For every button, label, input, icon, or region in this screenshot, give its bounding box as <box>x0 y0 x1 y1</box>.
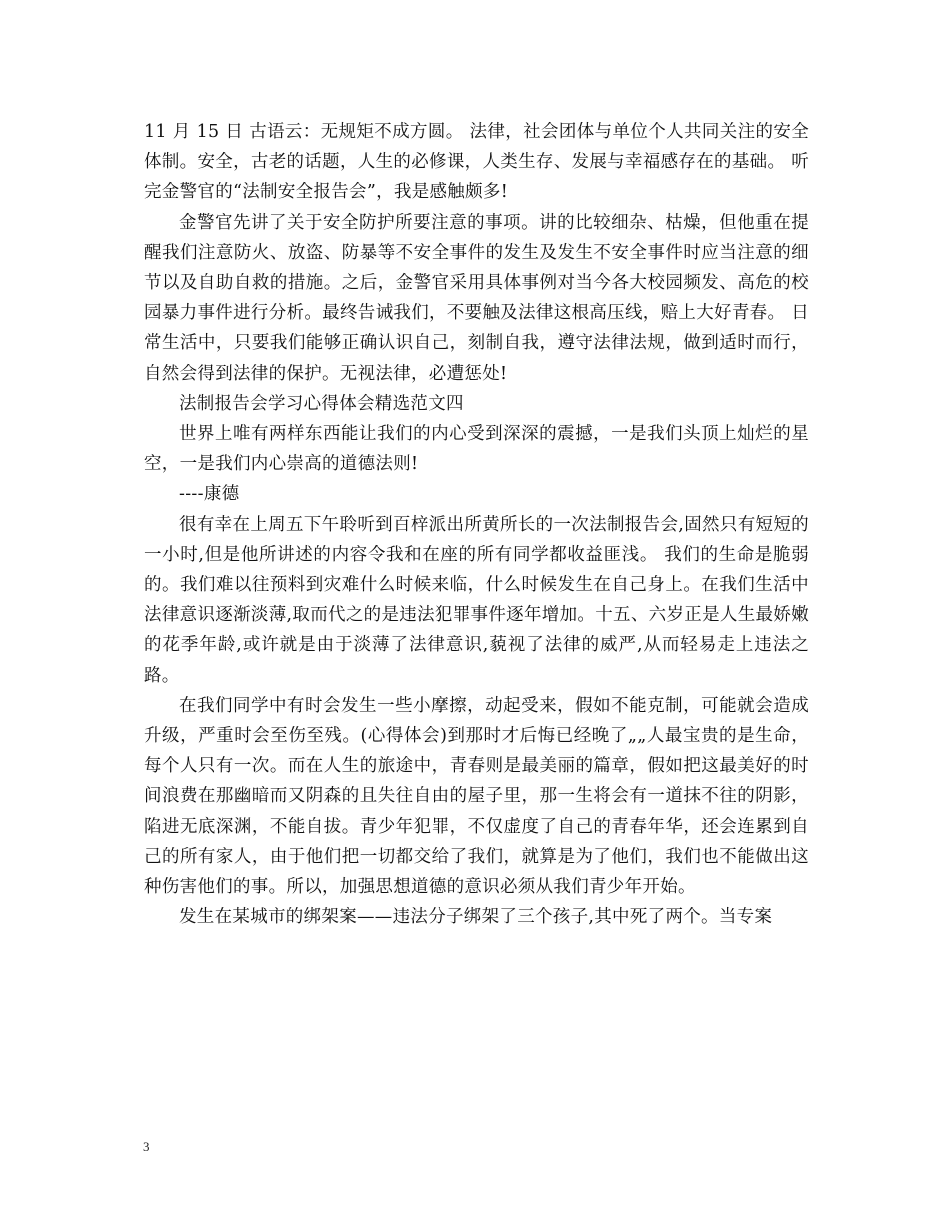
paragraph-opening: 11 月 15 日 古语云：无规矩不成方圆。 法律，社会团体与单位个人共同关注的安全体制。安全，古老的话题，人生的必修课，人类生存、发展与幸福感存在的基础。 听完金警官的“法制安全报告会”，我是感触颇多! <box>144 122 809 203</box>
paragraph-youth-crime: 在我们同学中有时会发生一些小摩擦，动起受来，假如不能克制，可能就会造成升级，严重时会至伤至残。(心得体会)到那时才后悔已经晚了„„人最宝贵的是生命，每个人只有一次。而在人生的旅途中，青春则是最美丽的篇章，假如把这最美好的时间浪费在那幽暗而又阴森的且失往自由的屋子里，那一生将会有一道抹不往的阴影，陷进无底深渊，不能自拔。青少年犯罪，不仅虚度了自己的青春年华，还会连累到自己的所有家人，由于他们把一切都交给了我们，就算是为了他们，我们也不能做出这种伤害他们的事。所以，加强思想道德的意识必须从我们青少年开始。 <box>144 695 809 898</box>
page-number: 3 <box>143 1139 150 1154</box>
paragraph-lecture-summary: 金警官先讲了关于安全防护所要注意的事项。讲的比较细杂、枯燥，但他重在提醒我们注意防火、放盗、防暴等不安全事件的发生及发生不安全事件时应当注意的细节以及自助自救的措施。之后，金警官采用具体事例对当今各大校园频发、高危的校园暴力事件进行分析。最终告诫我们，不要触及法律这根高压线，赔上大好青春。 日常生活中，只要我们能够正确认识自己，刻制自我，遵守法律法规，做到适时而行，自然会得到法律的保护。无视法律，必遭惩处! <box>144 212 809 384</box>
paragraph-kidnapping-case: 发生在某城市的绑架案——违法分子绑架了三个孩子,其中死了两个。当专案 <box>179 907 773 928</box>
paragraph-report-experience: 很有幸在上周五下午聆听到百梓派出所黄所长的一次法制报告会,固然只有短短的一小时,但是他所讲述的内容令我和在座的所有同学都收益匪浅。 我们的生命是脆弱的。我们难以往预料到灾难什么时候来临，什么时候发生在自己身上。在我们生活中法律意识逐渐淡薄,取而代之的是违法犯罪事件逐年增加。十五、六岁正是人生最娇嫩的花季年龄,或许就是由于淡薄了法律意识,藐视了法律的威严,从而轻易走上违法之路。 <box>144 514 809 686</box>
paragraph-quote: 世界上唯有两样东西能让我们的内心受到深深的震撼，一是我们头顶上灿烂的星空，一是我们内心崇高的道德法则! <box>144 424 809 475</box>
section-heading: 法制报告会学习心得体会精选范文四 <box>179 393 464 414</box>
document-body <box>144 117 809 932</box>
quote-attribution: ----康德 <box>179 484 240 505</box>
